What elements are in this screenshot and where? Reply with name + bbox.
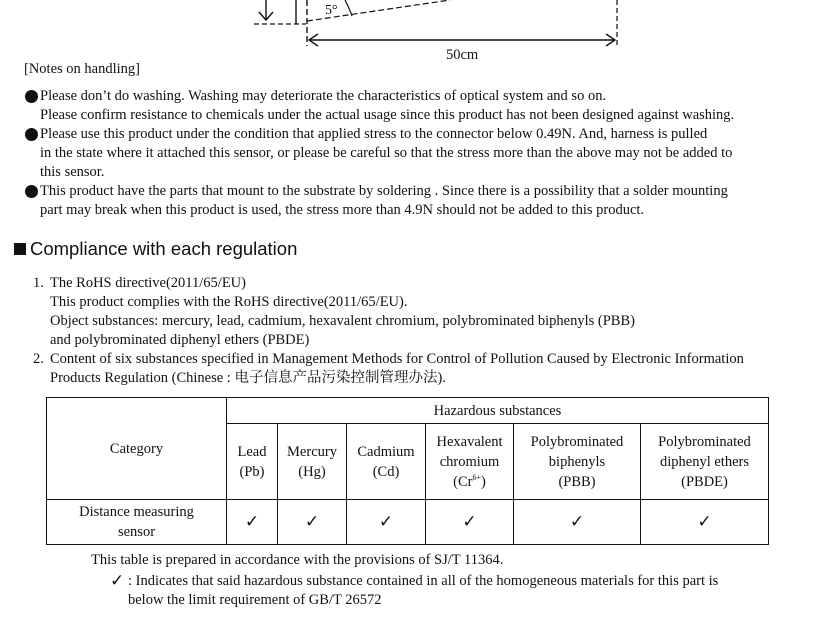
item-text: This product complies with the RoHS directive(2011/65/EU). <box>50 294 408 310</box>
item-text: Object substances: mercury, lead, cadmium, hexavalent chromium, polybrominated biphenyls (PBB) <box>50 313 635 329</box>
check-legend <box>110 572 718 610</box>
item-text: and polybrominated diphenyl ethers (PBDE) <box>50 332 310 348</box>
check-icon: ✓ <box>347 500 426 545</box>
note-item <box>25 87 815 125</box>
check-icon: ✓ <box>514 500 641 545</box>
section-title: Compliance with each regulation <box>30 238 298 259</box>
distance-label: 50cm <box>446 47 479 60</box>
legend-text: : Indicates that said hazardous substance contained in all of the homogeneous materials for this part is <box>128 573 719 589</box>
substance-header-cadmium: Cadmium (Cd) <box>347 424 426 500</box>
note-text: Please confirm resistance to chemicals under the actual usage since this product has not been designed against washing. <box>40 107 735 123</box>
note-text: part may break when this product is used, the stress more than 4.9N should not be added to this product. <box>40 202 645 218</box>
substance-header-mercury: Mercury (Hg) <box>278 424 347 500</box>
angle-arc <box>345 0 352 16</box>
substance-header-pbb: Polybrominated biphenyls (PBB) <box>514 424 641 500</box>
substance-header-lead: Lead (Pb) <box>227 424 278 500</box>
hazardous-substances-table <box>46 397 769 545</box>
check-icon: ✓ <box>110 571 125 591</box>
compliance-item <box>33 274 744 350</box>
note-item <box>25 125 815 182</box>
item-number: 2. <box>33 351 44 367</box>
bullet-icon <box>25 90 38 103</box>
substance-header-pbde: Polybrominated diphenyl ethers (PBDE) <box>641 424 769 500</box>
check-icon: ✓ <box>641 500 769 545</box>
check-icon: ✓ <box>426 500 514 545</box>
table-header-row <box>47 398 769 424</box>
table-row <box>47 500 769 545</box>
category-header: Category <box>47 398 227 500</box>
item-text: Products Regulation (Chinese : 电子信息产品污染控制管理办法). <box>50 370 446 386</box>
table-footnote: This table is prepared in accordance with the provisions of SJ/T 11364. <box>91 552 504 568</box>
note-text: Please use this product under the condition that applied stress to the connector below 0.49N. And, harness is pulled <box>40 126 708 142</box>
note-text: Please don’t do washing. Washing may deteriorate the characteristics of optical system and so on. <box>40 88 607 104</box>
row-category: Distance measuring sensor <box>47 500 227 545</box>
compliance-item <box>33 350 744 388</box>
hazard-header: Hazardous substances <box>227 398 769 424</box>
notes-list <box>25 87 815 220</box>
note-text: this sensor. <box>40 164 105 180</box>
compliance-list <box>33 274 744 388</box>
note-item <box>25 182 815 220</box>
distance-diagram <box>0 0 819 60</box>
substance-header-chromium: Hexavalent chromium $(Cr^{6+})$ <box>426 424 514 500</box>
note-text: in the state where it attached this sensor, or please be careful so that the stress more than the above may not be added to <box>40 145 733 161</box>
check-icon: ✓ <box>227 500 278 545</box>
check-icon: ✓ <box>278 500 347 545</box>
bullet-icon <box>25 128 38 141</box>
notes-heading: [Notes on handling] <box>24 61 140 77</box>
item-text: The RoHS directive(2011/65/EU) <box>50 275 246 291</box>
note-text: This product have the parts that mount to the substrate by soldering . Since there is a possibility that a solder mounting <box>40 183 728 199</box>
legend-text: below the limit requirement of GB/T 26572 <box>128 592 382 608</box>
angle-label: 5° <box>325 3 338 18</box>
section-heading <box>14 238 297 260</box>
bullet-icon <box>25 185 38 198</box>
item-text: Content of six substances specified in Management Methods for Control of Pollution Caused by Electronic Information <box>50 351 744 367</box>
item-number: 1. <box>33 275 44 291</box>
square-bullet-icon <box>14 243 26 255</box>
